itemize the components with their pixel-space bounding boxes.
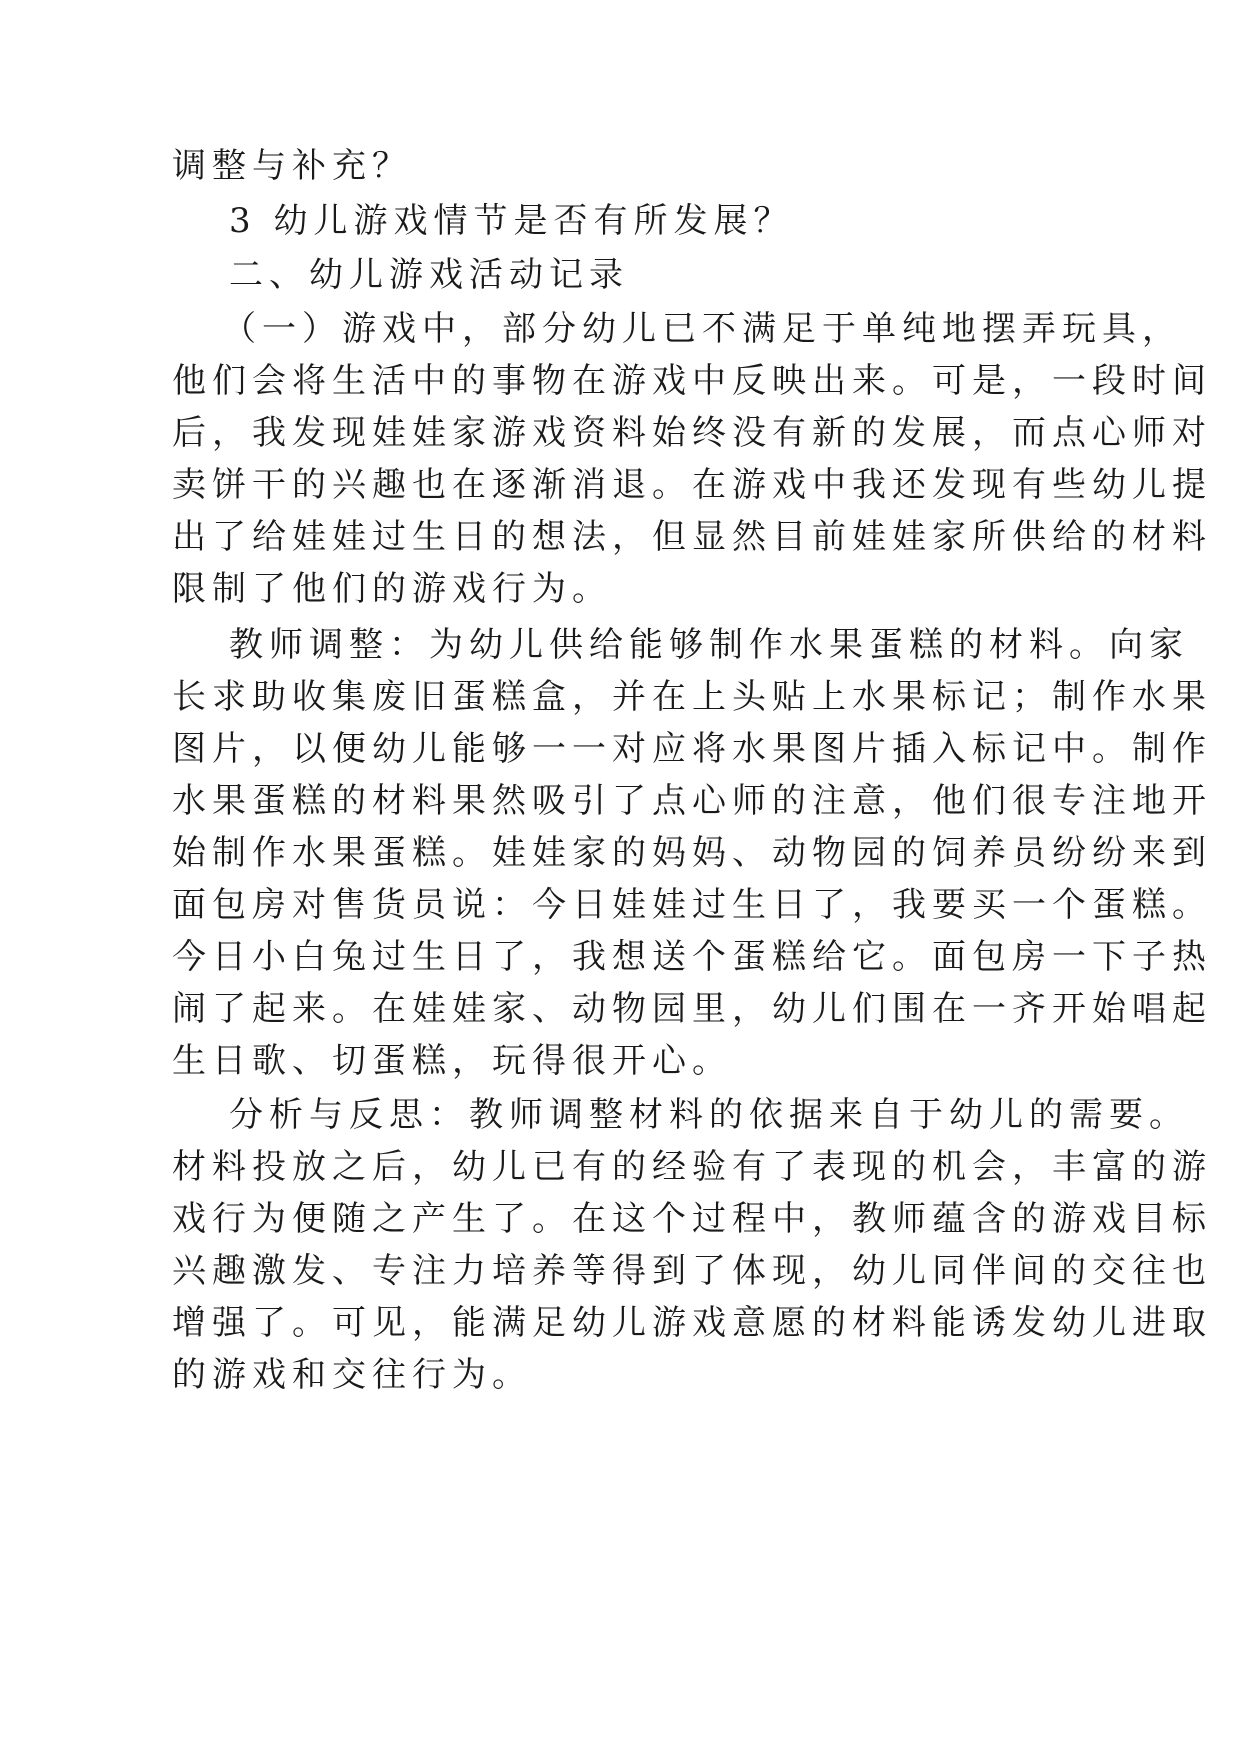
text-line: 分析与反思：教师调整材料的依据来自于幼儿的需要。 [229,1095,1189,1135]
text-line: 的游戏和交往行为。 [172,1355,532,1395]
text-line: 出了给娃娃过生日的想法，但显然目前娃娃家所供给的材料 [172,517,1212,557]
text-line: 闹了起来。在娃娃家、动物园里，幼儿们围在一齐开始唱起 [172,989,1212,1029]
text-line: 兴趣激发、专注力培养等得到了体现，幼儿同伴间的交往也 [172,1251,1212,1291]
text-line: 图片，以便幼儿能够一一对应将水果图片插入标记中。制作 [172,729,1212,769]
text-line: （一）游戏中，部分幼儿已不满足于单纯地摆弄玩具， [222,309,1182,349]
text-line: 教师调整：为幼儿供给能够制作水果蛋糕的材料。向家 [229,625,1189,665]
text-line: 3 幼儿游戏情节是否有所发展？ [229,201,794,241]
text-line: 今日小白兔过生日了，我想送个蛋糕给它。面包房一下子热 [172,937,1212,977]
text-line: 调整与补充？ [172,146,412,186]
section-heading: 二、幼儿游戏活动记录 [229,255,629,295]
text-line: 长求助收集废旧蛋糕盒，并在上头贴上水果标记；制作水果 [172,677,1212,717]
text-line: 水果蛋糕的材料果然吸引了点心师的注意，他们很专注地开 [172,781,1212,821]
text-line: 他们会将生活中的事物在游戏中反映出来。可是，一段时间 [172,361,1212,401]
text-line: 面包房对售货员说：今日娃娃过生日了，我要买一个蛋糕。 [172,885,1212,925]
text-line: 增强了。可见，能满足幼儿游戏意愿的材料能诱发幼儿进取 [172,1303,1212,1343]
text-line: 后，我发现娃娃家游戏资料始终没有新的发展，而点心师对 [172,413,1212,453]
text-line: 限制了他们的游戏行为。 [172,569,612,609]
text-line: 材料投放之后，幼儿已有的经验有了表现的机会，丰富的游 [172,1147,1212,1187]
text-line: 生日歌、切蛋糕，玩得很开心。 [172,1041,732,1081]
text-line: 始制作水果蛋糕。娃娃家的妈妈、动物园的饲养员纷纷来到 [172,833,1212,873]
text-line: 卖饼干的兴趣也在逐渐消退。在游戏中我还发现有些幼儿提 [172,465,1212,505]
text-line: 戏行为便随之产生了。在这个过程中，教师蕴含的游戏目标 [172,1199,1212,1239]
